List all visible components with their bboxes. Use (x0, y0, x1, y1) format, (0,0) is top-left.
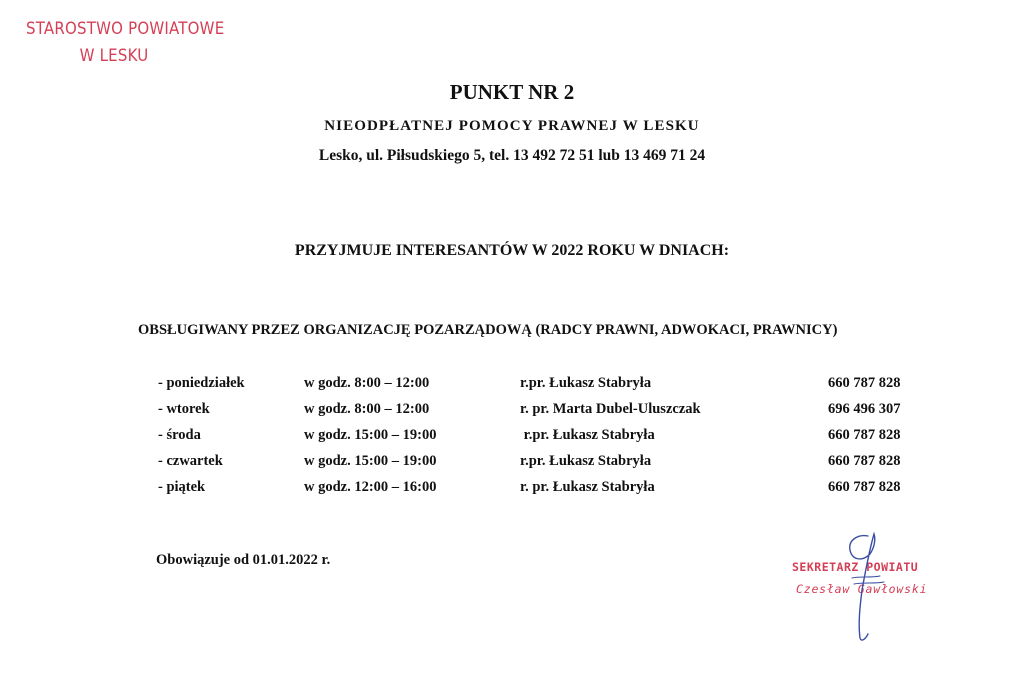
day-cell: - piątek (158, 478, 206, 495)
handwritten-signature-icon (830, 528, 900, 646)
phone-cell: 660 787 828 (828, 478, 901, 495)
table-row (146, 396, 908, 422)
phone-cell: 660 787 828 (828, 426, 901, 443)
hours-cell: w godz. 12:00 – 16:00 (304, 478, 437, 495)
hours-cell: w godz. 8:00 – 12:00 (304, 400, 430, 417)
phone-cell: 660 787 828 (828, 374, 901, 391)
day-cell: - czwartek (158, 452, 223, 469)
table-row (146, 370, 908, 396)
page-title: PUNKT NR 2 (449, 80, 575, 104)
hours-cell: w godz. 8:00 – 12:00 (304, 374, 430, 391)
page-subtitle: NIEODPŁATNEJ POMOCY PRAWNEJ W LESKU (324, 118, 700, 134)
stamp-line-2: W LESKU (79, 45, 149, 66)
table-row (146, 474, 908, 500)
person-cell: r.pr. Łukasz Stabryła (520, 452, 652, 469)
table-row (146, 422, 908, 448)
hours-cell: w godz. 15:00 – 19:00 (304, 426, 437, 443)
person-cell: r.pr. Łukasz Stabryła (520, 374, 652, 391)
stamp-name: Czesław Gawłowski (796, 582, 928, 596)
schedule-table (146, 370, 908, 500)
stamp-line-1: STAROSTWO POWIATOWE (26, 18, 225, 39)
person-cell: r. pr. Marta Dubel-Uluszczak (520, 400, 701, 417)
address-line: Lesko, ul. Piłsudskiego 5, tel. 13 492 72 51 lub 13 469 71 24 (318, 147, 706, 164)
person-cell: r.pr. Łukasz Stabryła (520, 426, 655, 443)
table-row (146, 448, 908, 474)
stamp-title: SEKRETARZ POWIATU (792, 560, 919, 574)
intro-heading: PRZYJMUJE INTERESANTÓW W 2022 ROKU W DNIACH: (294, 242, 730, 259)
phone-cell: 696 496 307 (828, 400, 901, 417)
day-cell: - poniedziałek (158, 374, 245, 391)
organization-line: OBSŁUGIWANY PRZEZ ORGANIZACJĘ POZARZĄDOWĄ (RADCY PRAWNI, ADWOKACI, PRAWNICY) (138, 322, 838, 338)
day-cell: - wtorek (158, 400, 210, 417)
phone-cell: 660 787 828 (828, 452, 901, 469)
validity-note: Obowiązuje od 01.01.2022 r. (156, 552, 331, 568)
day-cell: - środa (158, 426, 201, 443)
person-cell: r. pr. Łukasz Stabryła (520, 478, 655, 495)
hours-cell: w godz. 15:00 – 19:00 (304, 452, 437, 469)
office-stamp (26, 15, 225, 69)
